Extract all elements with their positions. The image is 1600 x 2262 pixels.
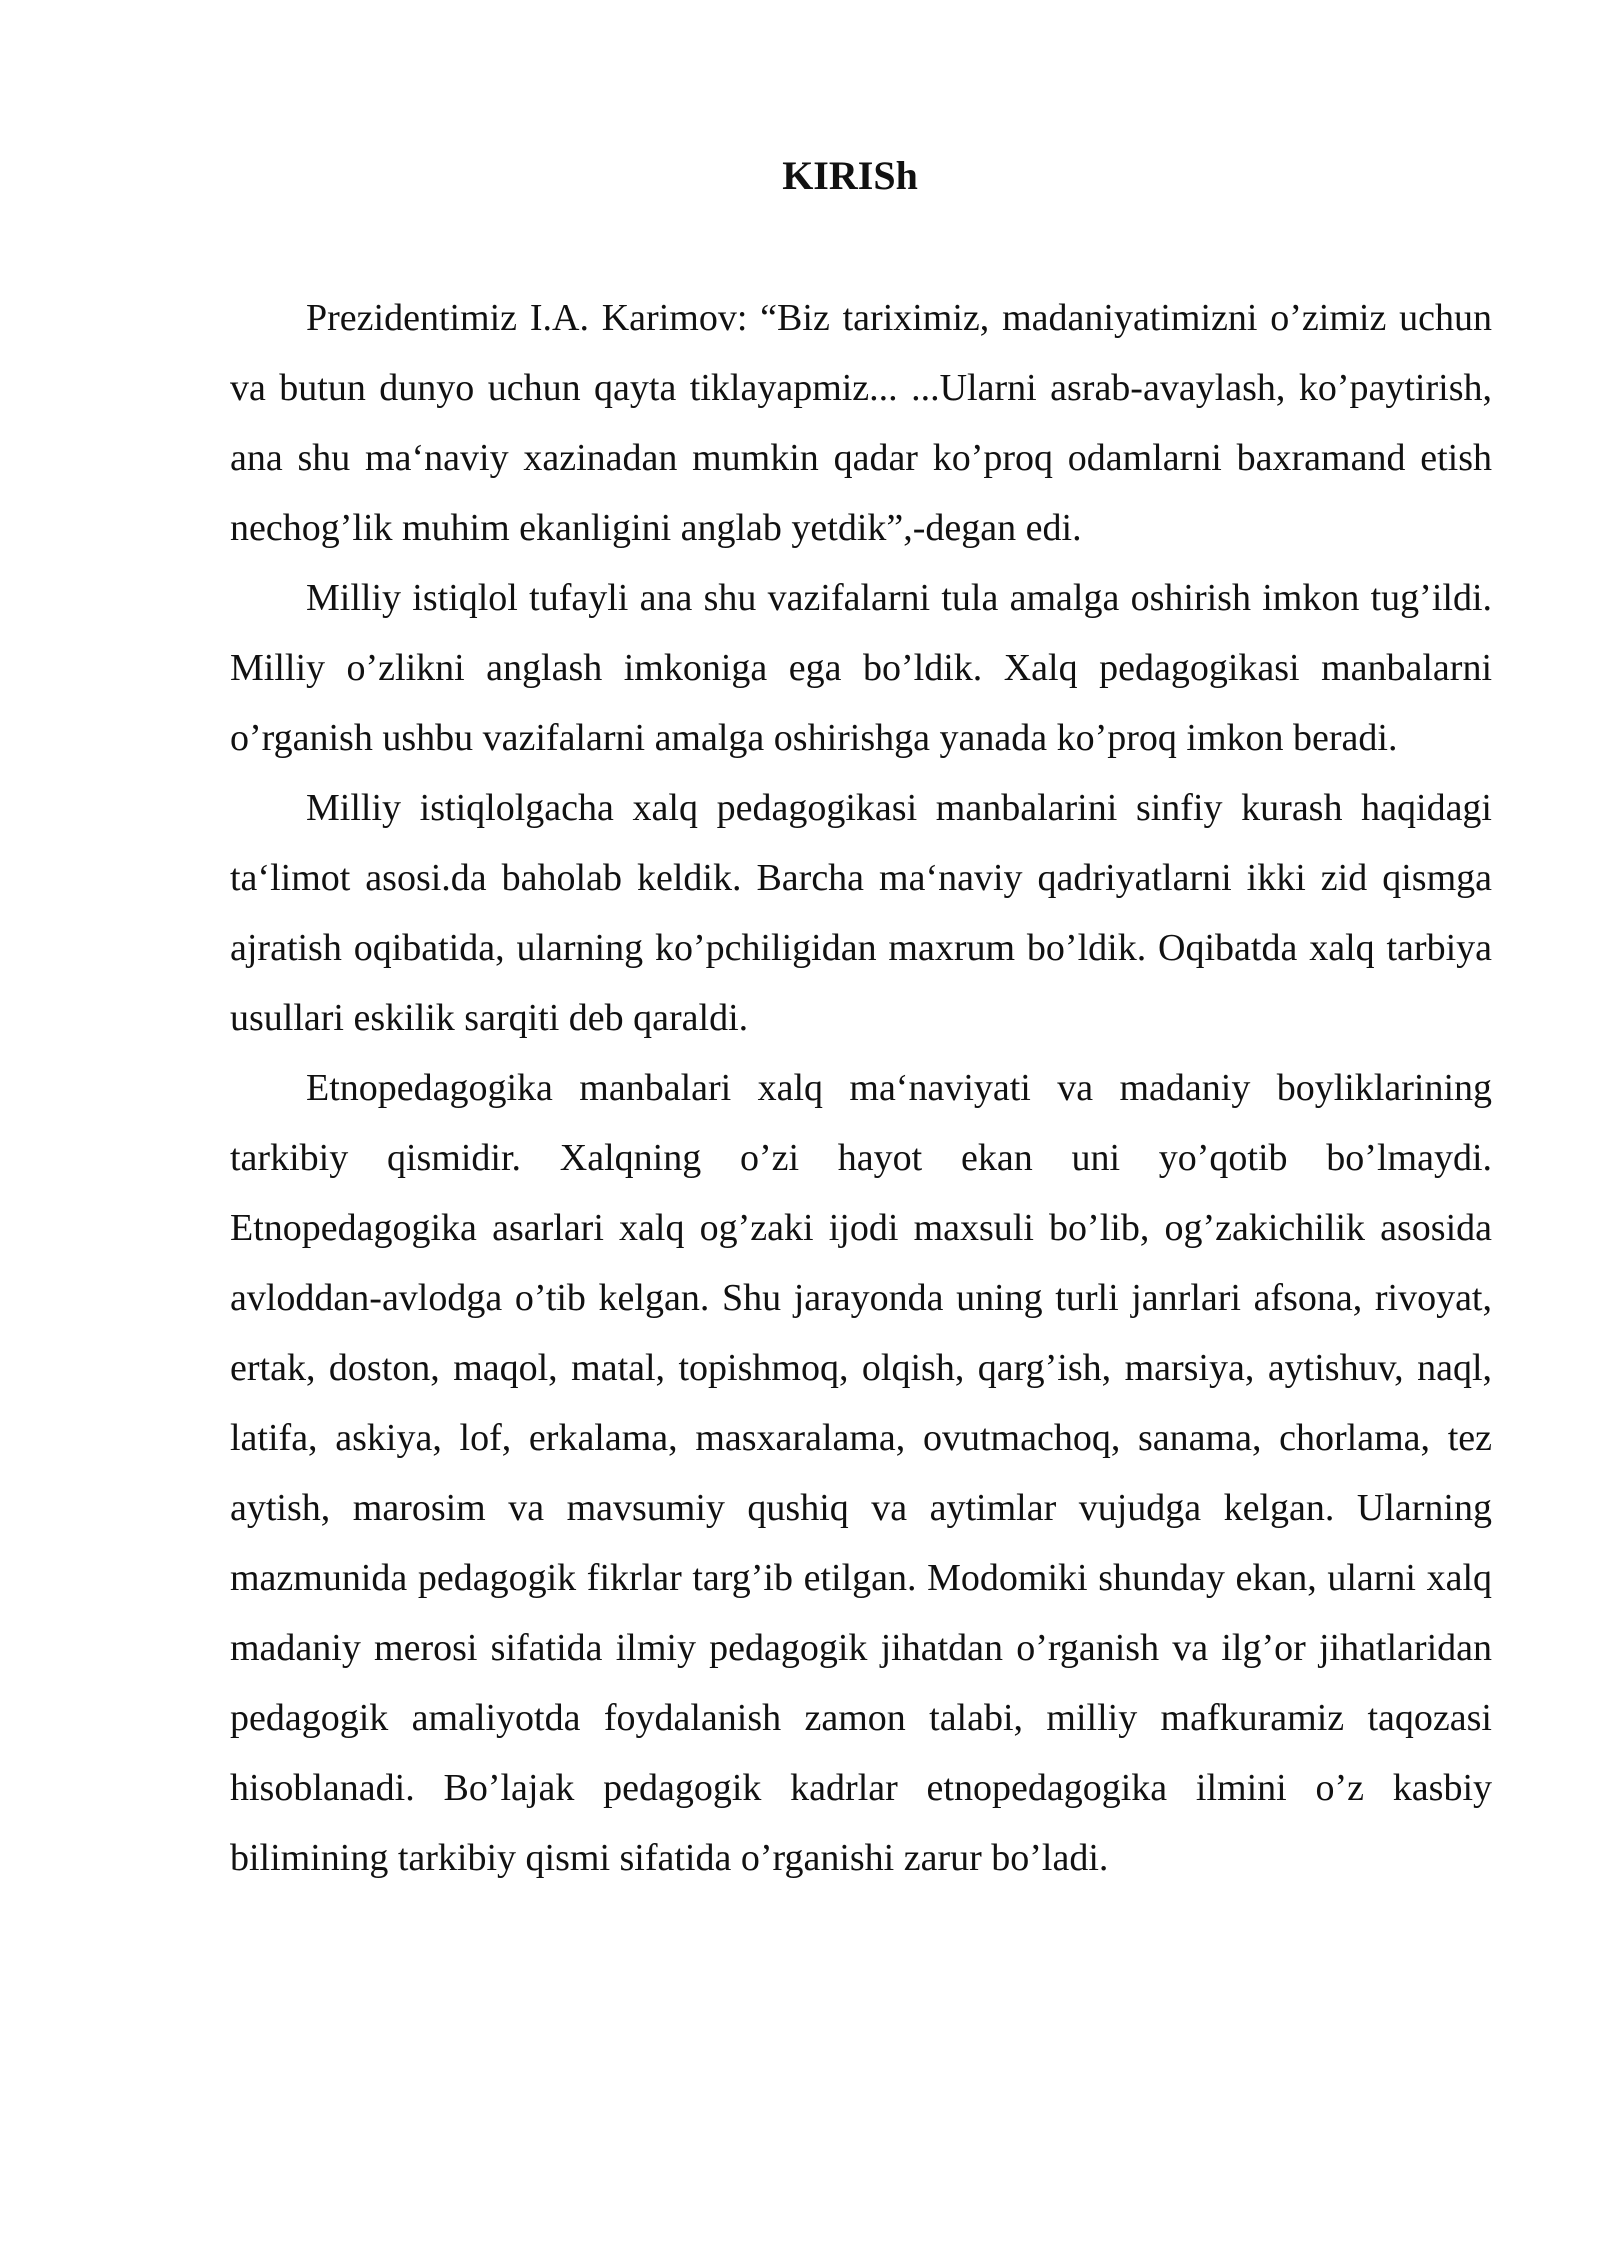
- paragraph-1: Prezidentimiz I.A. Karimov: “Biz tariximiz, madaniyatimizni o’zimiz uchun va butun dunyo uchun qayta tiklayapmiz... ...Ularni asrab-avaylash, ko’paytirish, ana shu ma‘naviy xazinadan mumkin qadar ko’proq odamlarni baxramand etish nechog’lik muhim ekanligini anglab yetdik”,-degan edi.: [230, 297, 1492, 549]
- paragraph-3: Milliy istiqlolgacha xalq pedagogikasi manbalarini sinfiy kurash haqidagi ta‘limot asosi.da baholab keldik. Barcha ma‘naviy qadriyatlarni ikki zid qismga ajratish oqibatida, ularning ko’pchiligidan maxrum bo’ldik. Oqibatda xalq tarbiya usullari eskilik sarqiti deb qaraldi.: [230, 787, 1492, 1039]
- page-title: KIRISh: [782, 153, 918, 198]
- paragraph-4: Etnopedagogika manbalari xalq ma‘naviyati va madaniy boyliklarining tarkibiy qismidir. Xalqning o’zi hayot ekan uni yo’qotib bo’lmaydi. Etnopedagogika asarlari xalq og’zaki ijodi maxsuli bo’lib, og’zakichilik asosida avloddan-avlodga o’tib kelgan. Shu jarayonda uning turli janrlari afsona, rivoyat, ertak, doston, maqol, matal, topishmoq, olqish, qarg’ish, marsiya, aytishuv, naql, latifa, askiya, lof, erkalama, masxaralama, ovutmachoq, sanama, chorlama, tez aytish, marosim va mavsumiy qushiq va aytimlar vujudga kelgan. Ularning mazmunida pedagogik fikrlar targ’ib etilgan. Modomiki shunday ekan, ularni xalq madaniy merosi sifatida ilmiy pedagogik jihatdan o’rganish va ilg’or jihatlaridan pedagogik amaliyotda foydalanish zamon talabi, milliy mafkuramiz taqozasi hisoblanadi. Bo’lajak pedagogik kadrlar etnopedagogika ilmini o’z kasbiy bilimining tarkibiy qismi sifatida o’rganishi zarur bo’ladi.: [230, 1067, 1492, 1879]
- paragraph-2: Milliy istiqlol tufayli ana shu vazifalarni tula amalga oshirish imkon tug’ildi. Milliy o’zlikni anglash imkoniga ega bo’ldik. Xalq pedagogikasi manbalarni o’rganish ushbu vazifalarni amalga oshirishga yanada ko’proq imkon beradi.: [230, 577, 1492, 759]
- body-text: [230, 283, 1492, 1893]
